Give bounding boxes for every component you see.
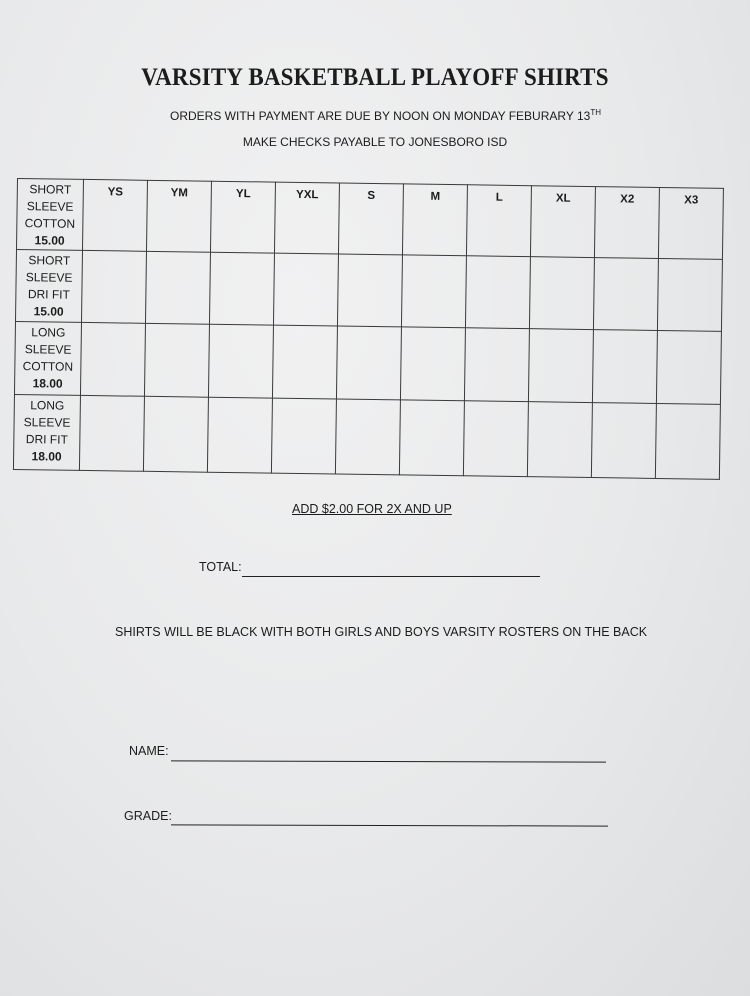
size-header-xl: XL [530,186,595,258]
grade-field[interactable] [171,824,608,826]
quantity-cell[interactable] [463,401,528,477]
shirt-description: SHIRTS WILL BE BLACK WITH BOTH GIRLS AND BOYS VARSITY ROSTERS ON THE BACK [115,625,648,639]
quantity-cell[interactable] [528,329,593,403]
size-header-ys: YS [82,179,147,251]
grade-label: GRADE: [124,809,172,823]
quantity-cell[interactable] [145,251,210,324]
quantity-cell[interactable] [272,325,337,399]
table-row [14,321,721,404]
quantity-cell[interactable] [465,256,530,329]
product-price: 18.00 [32,376,63,391]
size-header-yl: YL [210,181,275,253]
product-price: 15.00 [33,304,64,319]
quantity-cell[interactable] [80,322,145,396]
product-cell-long-sleeve-cotton [14,321,81,395]
size-header-l: L [466,185,531,257]
quantity-cell[interactable] [79,395,144,471]
product-line: SHORT [29,182,72,197]
size-header-x3: X3 [658,187,723,259]
upcharge-note: ADD $2.00 FOR 2X AND UP [292,502,452,516]
product-line: COTTON [24,216,76,231]
product-line: SHORT [28,253,71,268]
product-price: 18.00 [31,449,62,464]
quantity-cell[interactable] [208,324,273,398]
product-cell-short-sleeve-cotton [17,179,84,251]
product-line: LONG [30,398,65,413]
product-line: SLEEVE [23,415,71,430]
name-field[interactable] [171,760,606,762]
quantity-cell[interactable] [464,328,529,402]
checks-payable-line: MAKE CHECKS PAYABLE TO JONESBORO ISD [242,135,508,149]
order-grid [13,178,723,483]
form-title: VARSITY BASKETBALL PLAYOFF SHIRTS [141,62,609,91]
table-row [17,179,724,260]
quantity-cell[interactable] [527,402,592,478]
quantity-cell[interactable] [209,252,274,325]
size-header-s: S [338,183,403,255]
table-row [15,250,722,332]
product-line: SLEEVE [26,199,74,214]
due-date-text: ORDERS WITH PAYMENT ARE DUE BY NOON ON MONDAY FEBURARY 13 [170,109,591,123]
product-line: DRI FIT [27,287,70,302]
quantity-cell[interactable] [81,250,146,323]
quantity-cell[interactable] [593,258,658,331]
quantity-cell[interactable] [657,258,722,331]
product-line: COTTON [22,359,74,374]
name-label: NAME: [129,744,169,758]
quantity-cell[interactable] [401,255,466,328]
product-price: 15.00 [34,233,65,248]
quantity-cell[interactable] [144,323,209,397]
total-field[interactable] [242,576,540,577]
product-line: DRI FIT [25,432,68,447]
quantity-cell[interactable] [529,257,594,330]
size-header-ym: YM [146,180,211,252]
quantity-cell[interactable] [143,396,208,472]
total-label: TOTAL: [199,560,242,574]
product-cell-long-sleeve-dri-fit [13,394,80,470]
size-header-yxl: YXL [274,182,339,254]
quantity-cell[interactable] [655,403,720,479]
quantity-cell[interactable] [592,330,657,404]
due-date-suffix: TH [590,108,601,117]
due-date-line [170,108,601,123]
quantity-cell[interactable] [273,253,338,326]
quantity-cell[interactable] [591,403,656,479]
order-table [13,178,724,480]
quantity-cell[interactable] [656,330,721,404]
quantity-cell[interactable] [336,326,401,400]
quantity-cell[interactable] [400,327,465,401]
product-cell-short-sleeve-dri-fit [15,250,82,323]
size-header-x2: X2 [594,187,659,259]
table-row [13,394,720,479]
quantity-cell[interactable] [337,254,402,327]
product-line: SLEEVE [24,342,72,357]
product-line: LONG [31,325,66,340]
quantity-cell[interactable] [207,397,272,473]
quantity-cell[interactable] [399,400,464,476]
product-line: SLEEVE [25,270,73,285]
quantity-cell[interactable] [271,398,336,474]
size-header-m: M [402,184,467,256]
quantity-cell[interactable] [335,399,400,475]
